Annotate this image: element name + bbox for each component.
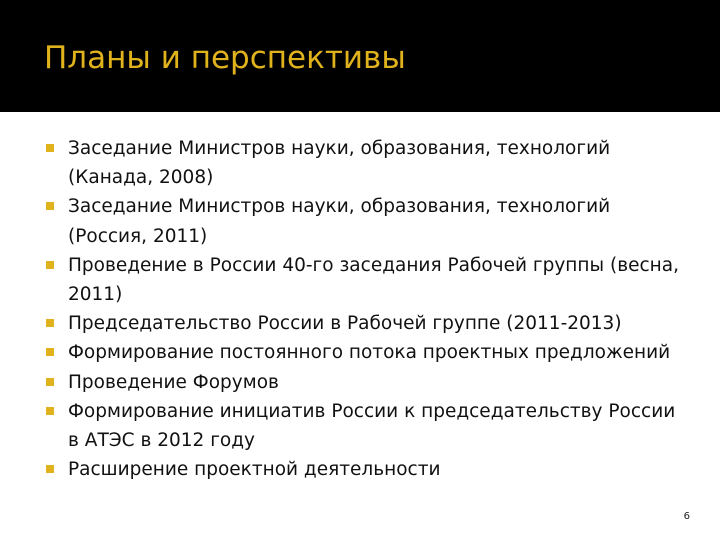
page-number: 6 (683, 511, 690, 522)
title-bar (0, 0, 720, 112)
bullet-item: Проведение в России 40-го заседания Рабочей группы (весна, 2011) (44, 251, 684, 309)
bullet-item: Председательство России в Рабочей группе (2011-2013) (44, 309, 684, 338)
slide-title: Планы и перспективы (44, 40, 406, 76)
bullet-item: Расширение проектной деятельности (44, 455, 684, 484)
bullet-item: Проведение Форумов (44, 368, 684, 397)
bullet-item: Формирование инициатив России к председательству России в АТЭС в 2012 году (44, 397, 684, 455)
bullet-list (44, 134, 684, 484)
bullet-item: Заседание Министров науки, образования, технологий (Канада, 2008) (44, 134, 684, 192)
bullet-item: Заседание Министров науки, образования, технологий (Россия, 2011) (44, 192, 684, 250)
bullet-item: Формирование постоянного потока проектных предложений (44, 338, 684, 367)
